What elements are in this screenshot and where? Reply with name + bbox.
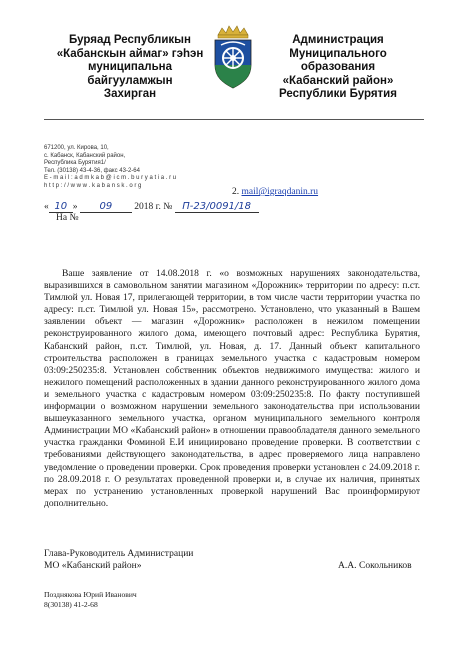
reference-number: [56, 213, 79, 223]
executor-phone: 8(30138) 41-2-68: [44, 599, 98, 609]
recipient-email: [232, 187, 318, 197]
coat-of-arms-emblem: [209, 25, 257, 91]
signatory-title: [44, 548, 193, 572]
signatory-line-2: МО «Кабанский район»: [44, 560, 142, 572]
header-left-line: муниципальна: [88, 61, 172, 73]
address-line: 671200, ул. Кирова, 10,: [44, 145, 109, 151]
signatory-name: А.А. Сокольников: [338, 560, 412, 571]
body-paragraph: Ваше заявление от 14.08.2018 г. «о возможных нарушениях законодательства, выразившихся в самовольном занятии магазином «Дорожник» территории по адресу: п.ст. Тимлюй ул. Новая 17, прилегающей территории, в том числе части территории участка по адресу: п.ст. Тимлюй ул. Новая 15», рассмотрено. Установлено, что указанный в Вашем заявлении объект — магазин «Дорожник» расположен в нежилом помещении реконструированного жилого дома, имеющего почтовый адрес: Республика Бурятия, Кабанский район, п.ст. Тимлюй, ул. Новая, д. 17. Данный объект капитального строительства расположен в границах земельного участка с кадастровым номером 03:09:250235:8. Установлен собственник объектов недвижимого имущества: жилого и нежилого помещений расположенных в здании данного реконструированного жилого дома и земельного участка с кадастровым номером 03:09:250235:8. По факту поступившей информации о возможном нарушении земельного законодательства при использовании вышеуказанного земельного участка, органом муниципального земельного контроля Администрации МО «Кабанский район» в отношении правообладателя данного земельного участка гражданки Фоминой Е.И инициировано проведение проверки. В соответствии с требованиями действующего законодательства, в адрес проверяемого лица направлено уведомление о проведении проверки. Срок проведения проверки установлен с 24.09.2018 г. по 28.09.2018 г. О результатах проведенной проверки и, в случае их наличия, принятых мерах по устранению установленных проверкой нарушений Вас проинформируют дополнительно.: [44, 268, 420, 509]
outgoing-month: 09: [80, 201, 132, 213]
address-email: E - m a i l : a d m k a b @ i c m . b u r y a t i a . r u: [44, 175, 177, 182]
header-left-line: Захирган: [103, 88, 157, 100]
outgoing-number: П-23/0091/18: [175, 201, 259, 213]
header-left-line: байгууламжын: [87, 74, 173, 87]
header-left-line: «Кабанскын аймаг» гэһэн: [56, 47, 204, 60]
header-right-line: Муниципального: [289, 47, 387, 60]
executor-block: [44, 590, 137, 609]
address-website: h t t p : / / w w w . k a b a n s k . o r g: [44, 182, 142, 189]
letter-body: [44, 268, 420, 510]
header-left-line: Буряад Республикын: [69, 34, 191, 46]
address-line: Тел. (30138) 43-4-36, факс 43-2-64: [44, 167, 140, 174]
recipient-prefix: 2.: [232, 187, 240, 197]
header-right-line: Республики Бурятия: [279, 88, 397, 100]
org-header-buryat: [50, 34, 210, 102]
reference-label: На №: [56, 213, 79, 223]
header-right-line: образования: [300, 61, 376, 73]
header-right-line: «Кабанский район»: [282, 74, 394, 87]
recipient-email-link[interactable]: mail@igraqdanin.ru: [241, 187, 319, 197]
header-divider: [44, 119, 424, 120]
outgoing-year: 2018 г. №: [134, 202, 173, 212]
header-right-line: Администрация: [292, 34, 384, 46]
outgoing-day: 10: [49, 201, 73, 213]
outgoing-date-number: « 10 » 09 2018 г. № П-23/0091/18: [44, 201, 259, 213]
address-line: с. Кабанск, Кабанский район,: [44, 152, 126, 159]
address-block: [44, 145, 176, 191]
org-header-russian: [258, 34, 418, 102]
executor-name: Позднякова Юрий Иванович: [44, 590, 137, 599]
emblem-icon: [209, 25, 257, 91]
signatory-line-1: Глава-Руководитель Администрации: [44, 548, 194, 559]
address-line: Республика Бурятия1/: [44, 160, 106, 167]
